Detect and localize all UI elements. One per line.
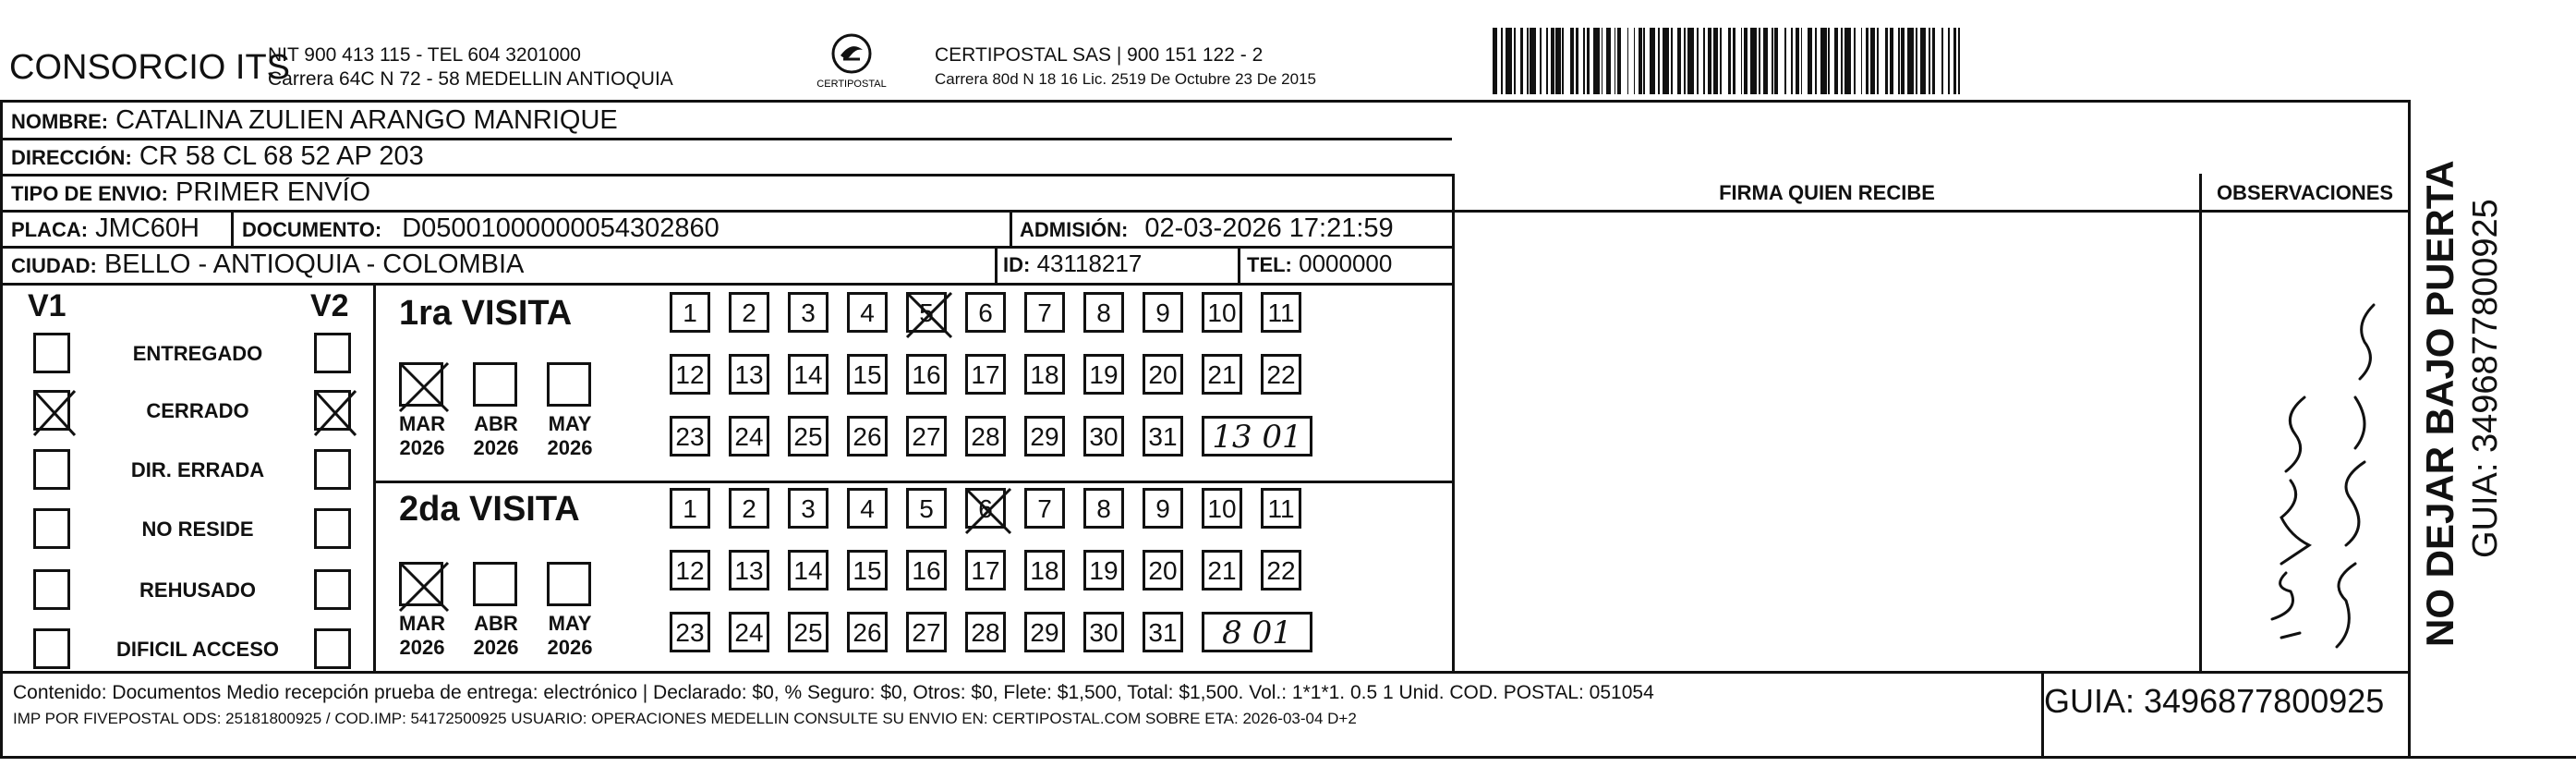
second-visit-day-9[interactable]: 9: [1143, 488, 1183, 529]
row-line-1: [0, 138, 1452, 140]
admision-row: [1020, 213, 1394, 244]
placa-row: [11, 213, 200, 244]
second-visit-day-4[interactable]: 4: [847, 488, 888, 529]
firma-heading: FIRMA QUIEN RECIBE: [1719, 181, 1935, 204]
v2-dir-errada-checkbox[interactable]: [314, 449, 351, 490]
status-cerrado-label: CERRADO: [146, 399, 249, 422]
tipo-label: TIPO DE ENVIO:: [11, 182, 168, 205]
company-nit: NIT 900 413 115 - TEL 604 3201000: [268, 44, 581, 66]
tipo-row: [11, 177, 370, 208]
placa-divider: [231, 210, 234, 248]
first-visit-day-26[interactable]: 26: [847, 416, 888, 457]
footer-guia: GUIA: 3496877800925: [2044, 682, 2385, 720]
frame-top: [0, 100, 2411, 103]
logo-text: CERTIPOSTAL: [816, 79, 887, 90]
first-visit-day-23[interactable]: 23: [670, 416, 710, 457]
first-visit-title: 1ra VISITA: [399, 294, 573, 333]
first-visit-day-11[interactable]: 11: [1261, 292, 1301, 333]
first-visit-day-27[interactable]: 27: [906, 416, 947, 457]
second-visit-day-23[interactable]: 23: [670, 612, 710, 652]
tel-divider: [1238, 246, 1240, 284]
placa-label: PLACA:: [11, 218, 89, 241]
admision-label: ADMISIÓN:: [1020, 218, 1129, 241]
second-visit-month-may-checkbox[interactable]: [547, 562, 591, 606]
second-visit-day-2[interactable]: 2: [729, 488, 769, 529]
no-dejar-bajo-puerta: NO DEJAR BAJO PUERTA: [2418, 160, 2461, 647]
first-visit-month-abr-checkbox[interactable]: [473, 362, 517, 407]
second-visit-day-12[interactable]: 12: [670, 550, 710, 590]
first-visit-month-may-label: MAY 2026: [547, 412, 593, 459]
v1-heading: V1: [28, 288, 67, 323]
row-line-5: [0, 283, 1452, 286]
nombre-value: CATALINA ZULIEN ARANGO MANRIQUE: [115, 105, 618, 135]
second-visit-day-13[interactable]: 13: [729, 550, 769, 590]
first-visit-month-abr-label: ABR 2026: [473, 412, 519, 459]
first-visit-handwritten-note: 13 01: [1202, 416, 1312, 457]
direccion-value: CR 58 CL 68 52 AP 203: [139, 141, 424, 171]
tipo-value: PRIMER ENVÍO: [175, 177, 371, 207]
v2-no-reside-checkbox[interactable]: [314, 508, 351, 549]
status-rehusado-label: REHUSADO: [139, 578, 256, 602]
company-address: Carrera 64C N 72 - 58 MEDELLIN ANTIOQUIA: [268, 68, 673, 90]
frame-bottom-inner: [0, 671, 2411, 674]
second-visit-day-27[interactable]: 27: [906, 612, 947, 652]
first-visit-month-mar-label: MAR 2026: [398, 412, 446, 459]
barcode-icon: [1493, 28, 2226, 94]
second-visit-day-3[interactable]: 3: [788, 488, 828, 529]
v2-entregado-checkbox[interactable]: [314, 333, 351, 373]
x-mark-icon: [903, 289, 955, 341]
second-visit-day-21[interactable]: 21: [1202, 550, 1242, 590]
second-visit-day-24[interactable]: 24: [729, 612, 769, 652]
firma-left-border: [1452, 174, 1455, 673]
id-label: ID:: [1003, 253, 1031, 276]
second-visit-month-mar-checkbox[interactable]: [399, 562, 443, 606]
first-visit-day-22[interactable]: 22: [1261, 354, 1301, 395]
second-visit-day-15[interactable]: 15: [847, 550, 888, 590]
tel-value: 0000000: [1299, 250, 1393, 277]
visit-divider: [373, 481, 1452, 483]
first-visit-day-8[interactable]: 8: [1083, 292, 1124, 333]
first-visit-day-25[interactable]: 25: [788, 416, 828, 457]
v2-dificil-acceso-checkbox[interactable]: [314, 628, 351, 669]
id-row: [1003, 250, 1142, 278]
first-visit-day-2[interactable]: 2: [729, 292, 769, 333]
second-visit-day-18[interactable]: 18: [1024, 550, 1065, 590]
second-visit-title: 2da VISITA: [399, 490, 580, 529]
first-visit-day-18[interactable]: 18: [1024, 354, 1065, 395]
x-mark-icon: [962, 485, 1014, 537]
second-visit-day-6[interactable]: 6: [965, 488, 1006, 529]
first-visit-day-1[interactable]: 1: [670, 292, 710, 333]
v2-heading: V2: [310, 288, 349, 323]
second-visit-day-28[interactable]: 28: [965, 612, 1006, 652]
second-visit-day-17[interactable]: 17: [965, 550, 1006, 590]
first-visit-day-24[interactable]: 24: [729, 416, 769, 457]
second-visit-day-20[interactable]: 20: [1143, 550, 1183, 590]
first-visit-day-14[interactable]: 14: [788, 354, 828, 395]
first-visit-day-15[interactable]: 15: [847, 354, 888, 395]
second-visit-day-29[interactable]: 29: [1024, 612, 1065, 652]
first-visit-day-4[interactable]: 4: [847, 292, 888, 333]
first-visit-day-16[interactable]: 16: [906, 354, 947, 395]
second-visit-day-10[interactable]: 10: [1202, 488, 1242, 529]
status-right-border: [373, 283, 376, 673]
second-visit-day-14[interactable]: 14: [788, 550, 828, 590]
obs-left-border: [2199, 174, 2202, 673]
admision-divider: [1010, 210, 1012, 248]
status-no-reside-label: NO RESIDE: [141, 517, 254, 541]
second-visit-day-25[interactable]: 25: [788, 612, 828, 652]
second-visit-day-16[interactable]: 16: [906, 550, 947, 590]
frame-left: [0, 100, 3, 758]
second-visit-day-30[interactable]: 30: [1083, 612, 1124, 652]
frame-bottom: [0, 756, 2576, 759]
tel-label: TEL:: [1247, 253, 1292, 276]
second-visit-day-31[interactable]: 31: [1143, 612, 1183, 652]
direccion-label: DIRECCIÓN:: [11, 146, 132, 169]
x-mark-icon: [396, 559, 452, 615]
v2-rehusado-checkbox[interactable]: [314, 569, 351, 610]
first-visit-month-may-checkbox[interactable]: [547, 362, 591, 407]
observaciones-handwriting-icon: [2217, 268, 2401, 656]
second-visit-day-7[interactable]: 7: [1024, 488, 1065, 529]
nombre-row: [11, 105, 618, 136]
second-visit-day-19[interactable]: 19: [1083, 550, 1124, 590]
first-visit-day-5[interactable]: 5: [906, 292, 947, 333]
v1-dir-errada-checkbox[interactable]: [33, 449, 70, 490]
first-visit-day-28[interactable]: 28: [965, 416, 1006, 457]
frame-right: [2408, 100, 2411, 758]
row-line-2: [0, 174, 1452, 177]
first-visit-day-10[interactable]: 10: [1202, 292, 1242, 333]
first-visit-day-29[interactable]: 29: [1024, 416, 1065, 457]
first-visit-day-31[interactable]: 31: [1143, 416, 1183, 457]
carrier-license: Carrera 80d N 18 16 Lic. 2519 De Octubre 23 De 2015: [935, 70, 1316, 88]
second-visit-month-abr-checkbox[interactable]: [473, 562, 517, 606]
tel-row: [1247, 250, 1392, 278]
second-visit-day-8[interactable]: 8: [1083, 488, 1124, 529]
first-visit-day-7[interactable]: 7: [1024, 292, 1065, 333]
documento-label: DOCUMENTO:: [242, 218, 382, 241]
nombre-label: NOMBRE:: [11, 110, 109, 133]
second-visit-month-abr-label: ABR 2026: [473, 612, 519, 659]
footer-content-line: Contenido: Documentos Medio recepción prueba de entrega: electrónico | Declarado: $0, % Seguro: $0, Otros: $0, Flete: $1,500, Total: $1,500. Vol.: 1*1*1. 0.5 1 Unid. COD. POSTAL: 051054: [13, 682, 1654, 703]
documento-value: D05001000000054302860: [402, 213, 720, 243]
first-visit-day-19[interactable]: 19: [1083, 354, 1124, 395]
v1-rehusado-checkbox[interactable]: [33, 569, 70, 610]
ciudad-value: BELLO - ANTIOQUIA - COLOMBIA: [103, 250, 525, 279]
documento-row: [242, 213, 720, 244]
x-mark-icon: [396, 359, 452, 415]
first-visit-day-12[interactable]: 12: [670, 354, 710, 395]
ciudad-row: [11, 250, 524, 280]
v1-entregado-checkbox[interactable]: [33, 333, 70, 373]
second-visit-day-26[interactable]: 26: [847, 612, 888, 652]
second-visit-handwritten-note: 8 01: [1202, 612, 1312, 652]
second-visit-day-11[interactable]: 11: [1261, 488, 1301, 529]
second-visit-month-may-label: MAY 2026: [547, 612, 593, 659]
x-mark-icon: [311, 387, 359, 439]
second-visit-month-mar-label: MAR 2026: [398, 612, 446, 659]
first-visit-day-21[interactable]: 21: [1202, 354, 1242, 395]
certipostal-logo-icon: [810, 28, 893, 102]
admision-value: 02-03-2026 17:21:59: [1144, 213, 1394, 243]
x-mark-icon: [30, 387, 79, 439]
footer-print-line: IMP POR FIVEPOSTAL ODS: 25181800925 / COD.IMP: 54172500925 USUARIO: OPERACIONES MEDELLIN CONSULTE SU ENVIO EN: CERTIPOSTAL.COM SOBRE ETA: 2026-03-04 D+2: [13, 710, 1357, 727]
first-visit-day-17[interactable]: 17: [965, 354, 1006, 395]
first-visit-day-13[interactable]: 13: [729, 354, 769, 395]
status-entregado-label: ENTREGADO: [132, 342, 263, 365]
observaciones-heading: OBSERVACIONES: [2216, 181, 2394, 204]
company-name: CONSORCIO ITS: [9, 48, 291, 87]
row-line-4: [0, 246, 1452, 249]
v1-no-reside-checkbox[interactable]: [33, 508, 70, 549]
v2-cerrado-checkbox[interactable]: [314, 390, 351, 431]
first-visit-day-6[interactable]: 6: [965, 292, 1006, 333]
v1-cerrado-checkbox[interactable]: [33, 390, 70, 431]
ciudad-label: CIUDAD:: [11, 254, 97, 277]
side-guia: GUIA: 3496877800925: [2466, 199, 2505, 558]
placa-value: JMC60H: [95, 213, 200, 243]
first-visit-day-20[interactable]: 20: [1143, 354, 1183, 395]
first-visit-day-3[interactable]: 3: [788, 292, 828, 333]
v1-dificil-acceso-checkbox[interactable]: [33, 628, 70, 669]
first-visit-day-9[interactable]: 9: [1143, 292, 1183, 333]
direccion-row: [11, 141, 424, 172]
first-visit-day-30[interactable]: 30: [1083, 416, 1124, 457]
status-dificil-acceso-label: DIFICIL ACCESO: [115, 638, 279, 661]
status-dir-errada-label: DIR. ERRADA: [130, 458, 265, 481]
second-visit-day-5[interactable]: 5: [906, 488, 947, 529]
first-visit-month-mar-checkbox[interactable]: [399, 362, 443, 407]
signature-area[interactable]: [1457, 213, 2196, 669]
carrier-name: CERTIPOSTAL SAS | 900 151 122 - 2: [935, 44, 1264, 66]
id-value: 43118217: [1036, 250, 1143, 277]
second-visit-day-1[interactable]: 1: [670, 488, 710, 529]
second-visit-day-22[interactable]: 22: [1261, 550, 1301, 590]
id-divider: [995, 246, 998, 284]
